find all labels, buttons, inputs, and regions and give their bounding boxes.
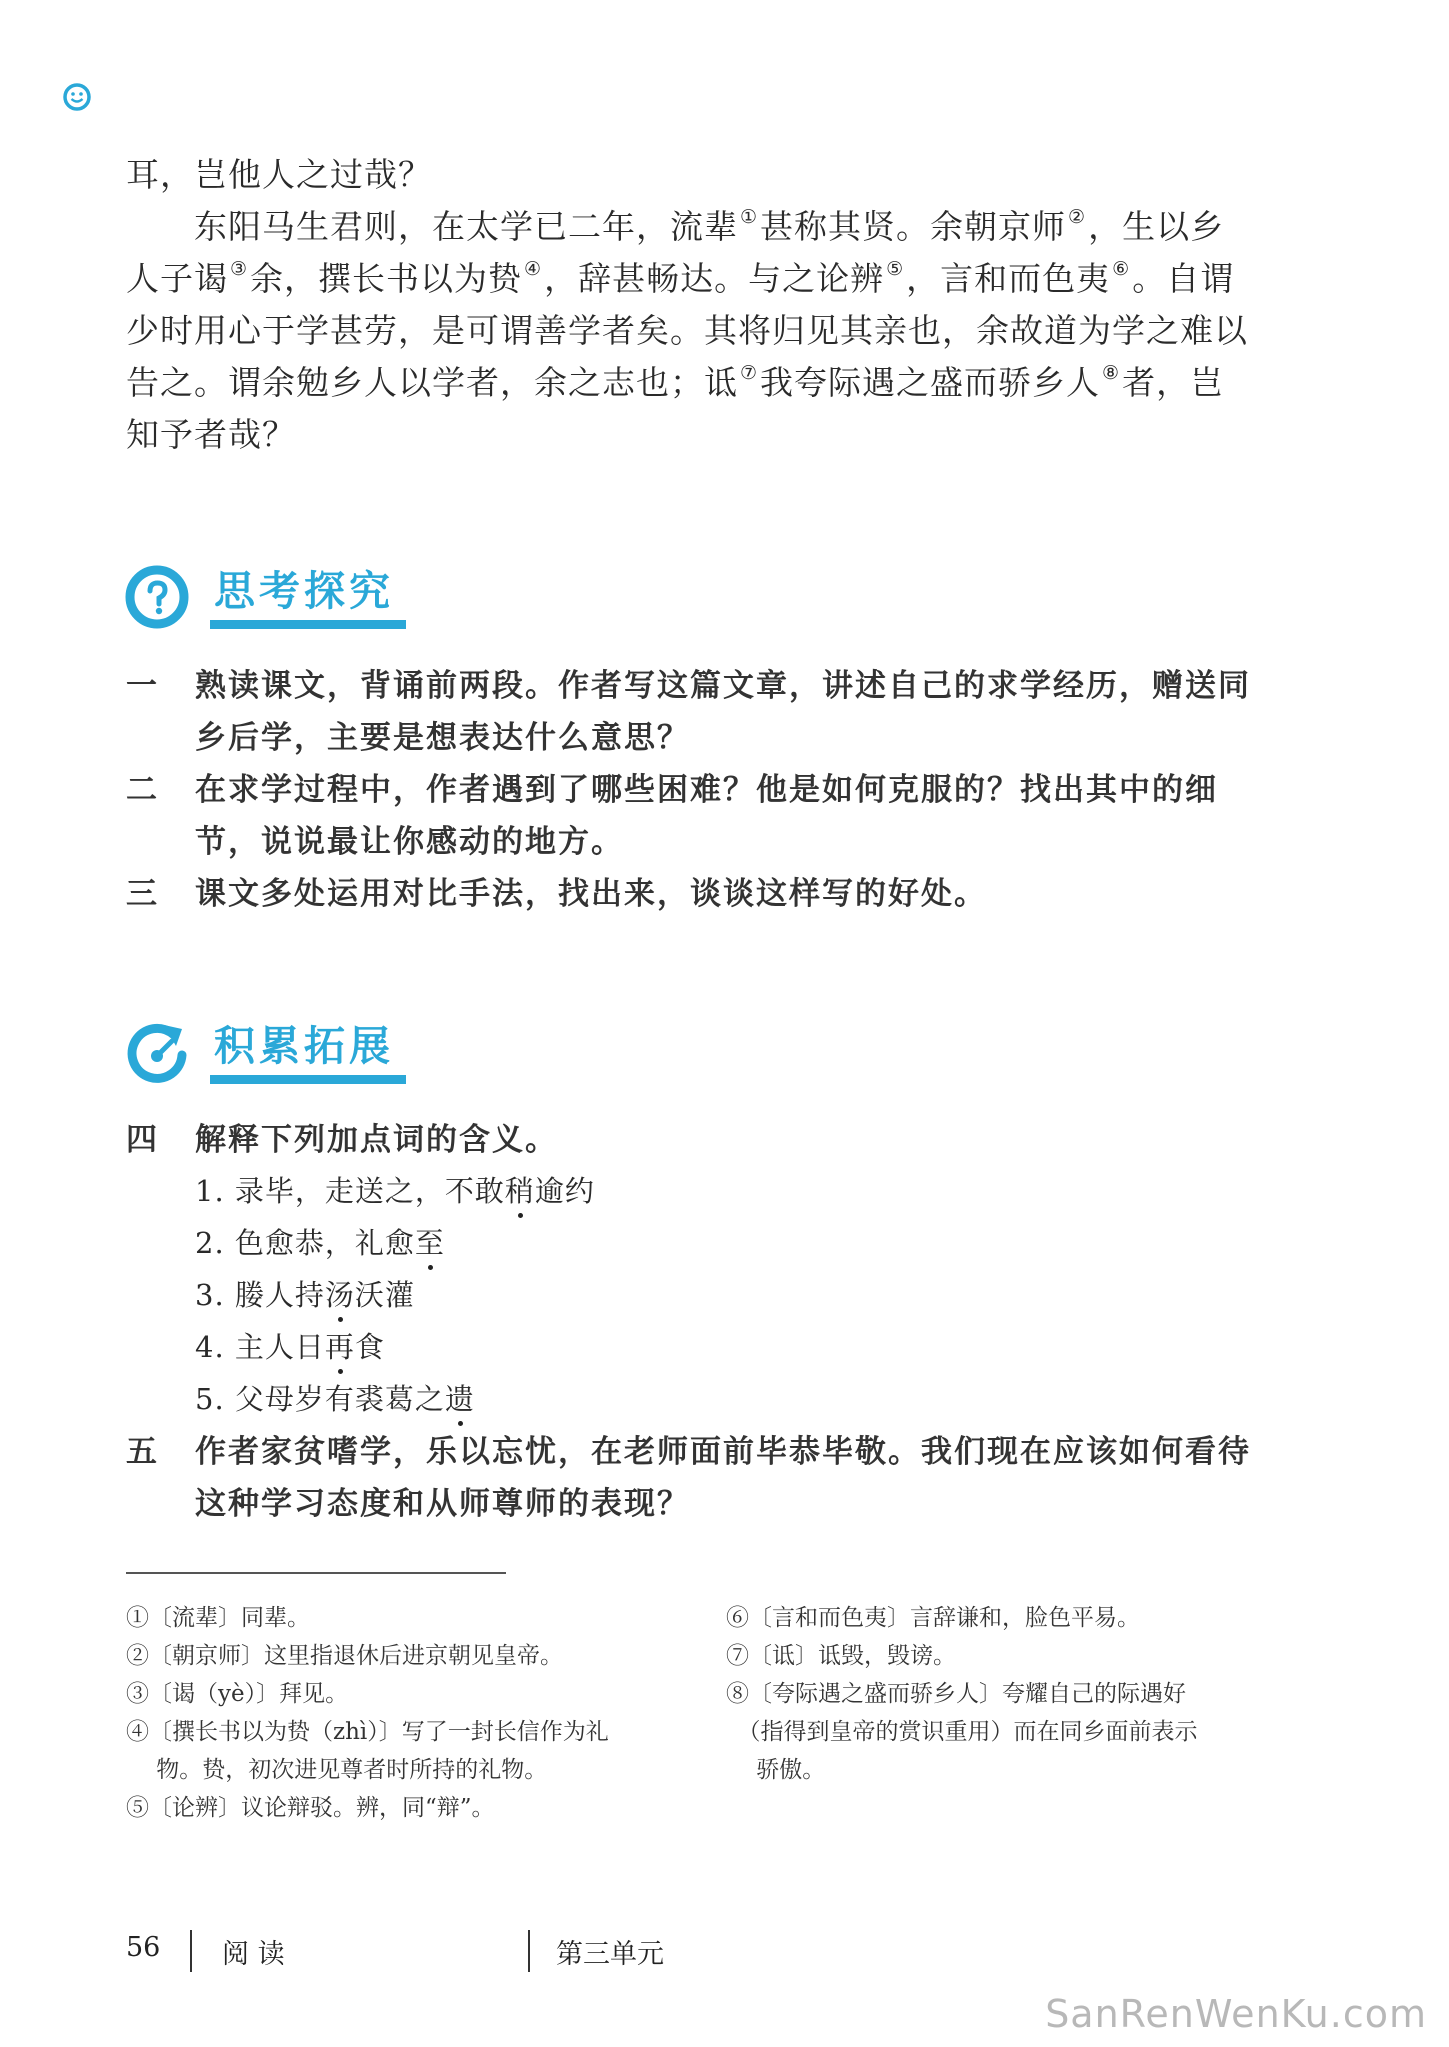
- question-circle-icon: [124, 564, 190, 630]
- text: 东阳马生君则，在太学已二年，流辈: [126, 207, 738, 246]
- passage-line: [126, 207, 1224, 247]
- text: 余，撰长书以为贽: [250, 259, 523, 298]
- title-underline: [210, 620, 406, 629]
- footnote-ref: ⑥: [1112, 258, 1131, 280]
- list-item: [195, 1276, 415, 1314]
- footnote: ②〔朝京师〕这里指退休后进京朝见皇帝。: [126, 1643, 563, 1669]
- title-underline: [210, 1075, 406, 1084]
- text: 告之。谓余勉乡人以学者，余之志也；诋: [126, 363, 738, 402]
- question-number: 二: [126, 772, 157, 808]
- text: 我夸际遇之盛而骄乡人: [760, 363, 1101, 402]
- section-title: 积累拓展: [214, 1022, 394, 1070]
- text: 耳，岂他人之过哉？: [126, 155, 432, 194]
- text: ，言和而色夷: [906, 259, 1111, 298]
- passage-line: [126, 311, 1248, 351]
- text: ，辞甚畅达。与之论辨: [544, 259, 885, 298]
- footnote-ref: ④: [524, 258, 543, 280]
- text: 少时用心于学甚劳，是可谓善学者矣。其将归见其亲也，余故道为学之难以: [126, 311, 1248, 350]
- footnote: ④〔撰长书以为贽（zhì）〕写了一封长信作为礼: [126, 1719, 609, 1745]
- footnote: （指得到皇帝的赏识重用）而在同乡面前表示: [726, 1719, 1198, 1745]
- section-heading-extend: [124, 1013, 404, 1093]
- question-text: 这种学习态度和从师尊师的表现？: [195, 1486, 690, 1522]
- footer-unit: 第三单元: [556, 1939, 664, 1970]
- passage-line: [126, 363, 1224, 403]
- list-item: [195, 1172, 595, 1210]
- passage-line: [126, 155, 432, 195]
- question-number: 五: [126, 1434, 157, 1470]
- question-text: 熟读课文，背诵前两段。作者写这篇文章，讲述自己的求学经历，赠送同: [195, 668, 1251, 704]
- footnote-divider: [126, 1572, 506, 1574]
- question-number: 四: [126, 1122, 157, 1158]
- footnote: 物。贽，初次进见尊者时所持的礼物。: [126, 1757, 548, 1783]
- footnote-ref: ②: [1068, 206, 1087, 228]
- question-text: 课文多处运用对比手法，找出来，谈谈这样写的好处。: [195, 876, 987, 912]
- footnote-ref: ⑧: [1102, 362, 1121, 384]
- footer-divider: [190, 1930, 192, 1972]
- footnote: 骄傲。: [726, 1757, 826, 1783]
- text: 知予者哉？: [126, 415, 296, 454]
- dotted-word: 稍: [504, 1174, 535, 1208]
- dotted-word: 汤: [324, 1278, 355, 1312]
- footnote: ⑥〔言和而色夷〕言辞谦和，脸色平易。: [726, 1605, 1140, 1631]
- refresh-arrow-icon: [124, 1019, 190, 1085]
- list-item: [195, 1224, 445, 1262]
- question-text: 在求学过程中，作者遇到了哪些困难？他是如何克服的？找出其中的细: [195, 772, 1218, 808]
- text: 5. 父母岁有裘葛之: [195, 1382, 445, 1416]
- footnote: ⑧〔夸际遇之盛而骄乡人〕夸耀自己的际遇好: [726, 1681, 1186, 1707]
- footnote-ref: ⑦: [740, 362, 759, 384]
- question-text: 节，说说最让你感动的地方。: [195, 824, 624, 860]
- text: 沃灌: [354, 1278, 415, 1312]
- text: 。自谓: [1132, 259, 1235, 298]
- list-item: [195, 1380, 475, 1418]
- footer-section: 阅 读: [222, 1939, 285, 1970]
- text: 人子谒: [126, 259, 228, 298]
- text: 逾约: [534, 1174, 595, 1208]
- dotted-word: 至: [414, 1226, 445, 1260]
- text: 食: [354, 1330, 385, 1364]
- watermark: SanRenWenKu.com: [1045, 1992, 1427, 2036]
- text: 者，岂: [1122, 363, 1225, 402]
- footnote: ⑤〔论辨〕议论辩驳。辨，同“辩”。: [126, 1795, 495, 1821]
- question-number: 一: [126, 668, 157, 704]
- dotted-word: 再: [324, 1330, 355, 1364]
- text: 2. 色愈恭，礼愈: [195, 1226, 415, 1260]
- text: 1. 录毕，走送之，不敢: [195, 1174, 505, 1208]
- list-item: [195, 1328, 385, 1366]
- text: 3. 媵人持: [195, 1278, 325, 1312]
- question-text: 解释下列加点词的含义。: [195, 1122, 558, 1158]
- footer-divider: [528, 1930, 530, 1972]
- footnote: ③〔谒（yè）〕拜见。: [126, 1681, 349, 1707]
- passage-line: [126, 415, 296, 455]
- text: 甚称其贤。余朝京师: [760, 207, 1067, 246]
- question-number: 三: [126, 876, 157, 912]
- question-text: 作者家贫嗜学，乐以忘忧，在老师面前毕恭毕敬。我们现在应该如何看待: [195, 1434, 1251, 1470]
- footnote-ref: ①: [740, 206, 759, 228]
- section-heading-think: [124, 558, 404, 638]
- section-title: 思考探究: [214, 567, 394, 615]
- page-number: 56: [126, 1932, 161, 1963]
- smiley-icon: [62, 82, 92, 112]
- footnote: ⑦〔诋〕诋毁，毁谤。: [726, 1643, 956, 1669]
- footnote-ref: ③: [230, 258, 249, 280]
- dotted-word: 遗: [444, 1382, 475, 1416]
- text: ，生以乡: [1088, 207, 1225, 246]
- footnote: ①〔流辈〕同辈。: [126, 1605, 310, 1631]
- question-text: 乡后学，主要是想表达什么意思？: [195, 720, 690, 756]
- text: 4. 主人日: [195, 1330, 325, 1364]
- footnote-ref: ⑤: [886, 258, 905, 280]
- passage-line: [126, 259, 1234, 299]
